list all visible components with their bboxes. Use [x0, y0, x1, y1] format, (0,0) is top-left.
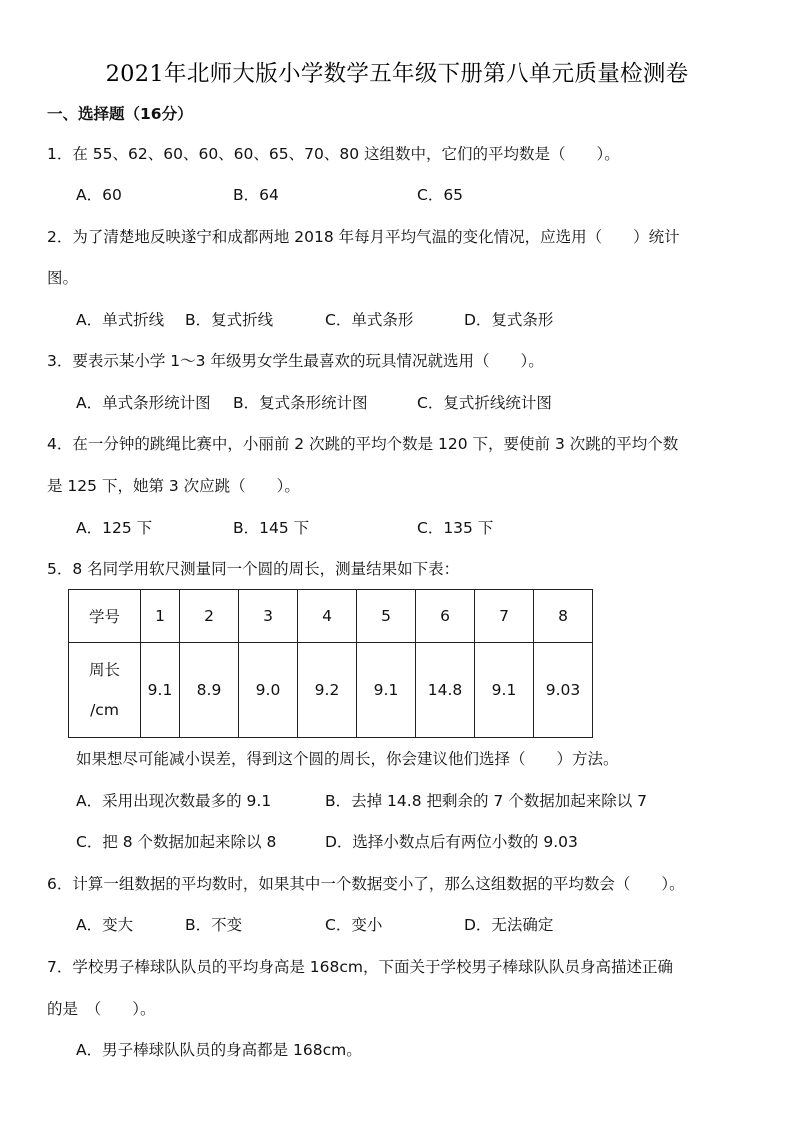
table-header-cell: 学号 — [69, 590, 141, 643]
question-1-option-c: C．65 — [417, 186, 464, 204]
question-5-option-a: A．采用出现次数最多的 9.1 — [76, 792, 272, 810]
table-cell: 3 — [239, 590, 298, 643]
question-7-stem-line2: 的是 （ ）。 — [47, 1000, 156, 1018]
table-cell: 7 — [475, 590, 534, 643]
table-cell: 4 — [298, 590, 357, 643]
question-5-option-b: B．去掉 14.8 把剩余的 7 个数据加起来除以 7 — [325, 792, 648, 810]
table-cell: 8.9 — [180, 643, 239, 738]
question-4-option-c: C．135 下 — [417, 519, 494, 537]
question-2-option-d: D．复式条形 — [464, 311, 554, 329]
question-4-stem-line1: 4．在一分钟的跳绳比赛中，小丽前 2 次跳的平均个数是 120 下，要使前 3 次跳的平均个数 — [47, 435, 679, 453]
question-5-option-d: D．选择小数点后有两位小数的 9.03 — [325, 833, 578, 851]
question-7-option-a: A．男子棒球队队员的身高都是 168cm。 — [76, 1041, 362, 1059]
question-3-option-b: B．复式条形统计图 — [233, 394, 368, 412]
table-cell: 8 — [534, 590, 593, 643]
question-1-option-a: A．60 — [76, 186, 122, 204]
table-header-label-line1: 周长 — [88, 661, 120, 679]
question-6-option-b: B．不变 — [185, 916, 243, 934]
question-2-option-b: B．复式折线 — [185, 311, 274, 329]
question-4-stem-line2: 是 125 下，她第 3 次应跳（ ）。 — [47, 477, 300, 495]
question-3-option-c: C．复式折线统计图 — [417, 394, 552, 412]
question-4-option-b: B．145 下 — [233, 519, 310, 537]
table-cell: 5 — [357, 590, 416, 643]
table-row — [69, 643, 593, 738]
table-header-label-line2: /cm — [90, 701, 119, 719]
table-header-cell — [69, 643, 141, 738]
page-title: 2021年北师大版小学数学五年级下册第八单元质量检测卷 — [105, 61, 689, 87]
table-cell: 9.1 — [475, 643, 534, 738]
question-2-option-a: A．单式折线 — [76, 311, 165, 329]
question-2-option-c: C．单式条形 — [325, 311, 414, 329]
table-cell: 1 — [141, 590, 180, 643]
table-cell: 2 — [180, 590, 239, 643]
question-5-follow-up: 如果想尽可能减小误差，得到这个圆的周长，你会建议他们选择（ ）方法。 — [76, 750, 619, 768]
question-4-option-a: A．125 下 — [76, 519, 153, 537]
section-heading: 一、选择题（16分） — [47, 105, 193, 123]
question-6-option-c: C．变小 — [325, 916, 383, 934]
table-cell: 9.2 — [298, 643, 357, 738]
measurement-table — [68, 589, 593, 738]
question-5-stem: 5．8 名同学用软尺测量同一个圆的周长，测量结果如下表： — [47, 560, 460, 578]
table-cell: 9.1 — [141, 643, 180, 738]
table-cell: 6 — [416, 590, 475, 643]
table-cell: 9.03 — [534, 643, 593, 738]
question-1-stem: 1．在 55、62、60、60、60、65、70、80 这组数中，它们的平均数是（ ）。 — [47, 145, 620, 163]
question-2-stem-line1: 2．为了清楚地反映遂宁和成都两地 2018 年每月平均气温的变化情况，应选用（ ）统计 — [47, 228, 680, 246]
question-6-option-d: D．无法确定 — [464, 916, 554, 934]
question-3-stem: 3．要表示某小学 1～3 年级男女学生最喜欢的玩具情况就选用（ ）。 — [47, 352, 544, 370]
question-6-stem: 6．计算一组数据的平均数时，如果其中一个数据变小了，那么这组数据的平均数会（ ）。 — [47, 875, 685, 893]
table-cell: 14.8 — [416, 643, 475, 738]
question-7-stem-line1: 7．学校男子棒球队队员的平均身高是 168cm，下面关于学校男子棒球队队员身高描述正确 — [47, 958, 673, 976]
table-cell: 9.1 — [357, 643, 416, 738]
question-5-option-c: C．把 8 个数据加起来除以 8 — [76, 833, 277, 851]
question-2-stem-line2: 图。 — [47, 269, 79, 287]
question-1-option-b: B．64 — [233, 186, 279, 204]
table-row — [69, 590, 593, 643]
question-3-option-a: A．单式条形统计图 — [76, 394, 211, 412]
question-6-option-a: A．变大 — [76, 916, 134, 934]
table-cell: 9.0 — [239, 643, 298, 738]
